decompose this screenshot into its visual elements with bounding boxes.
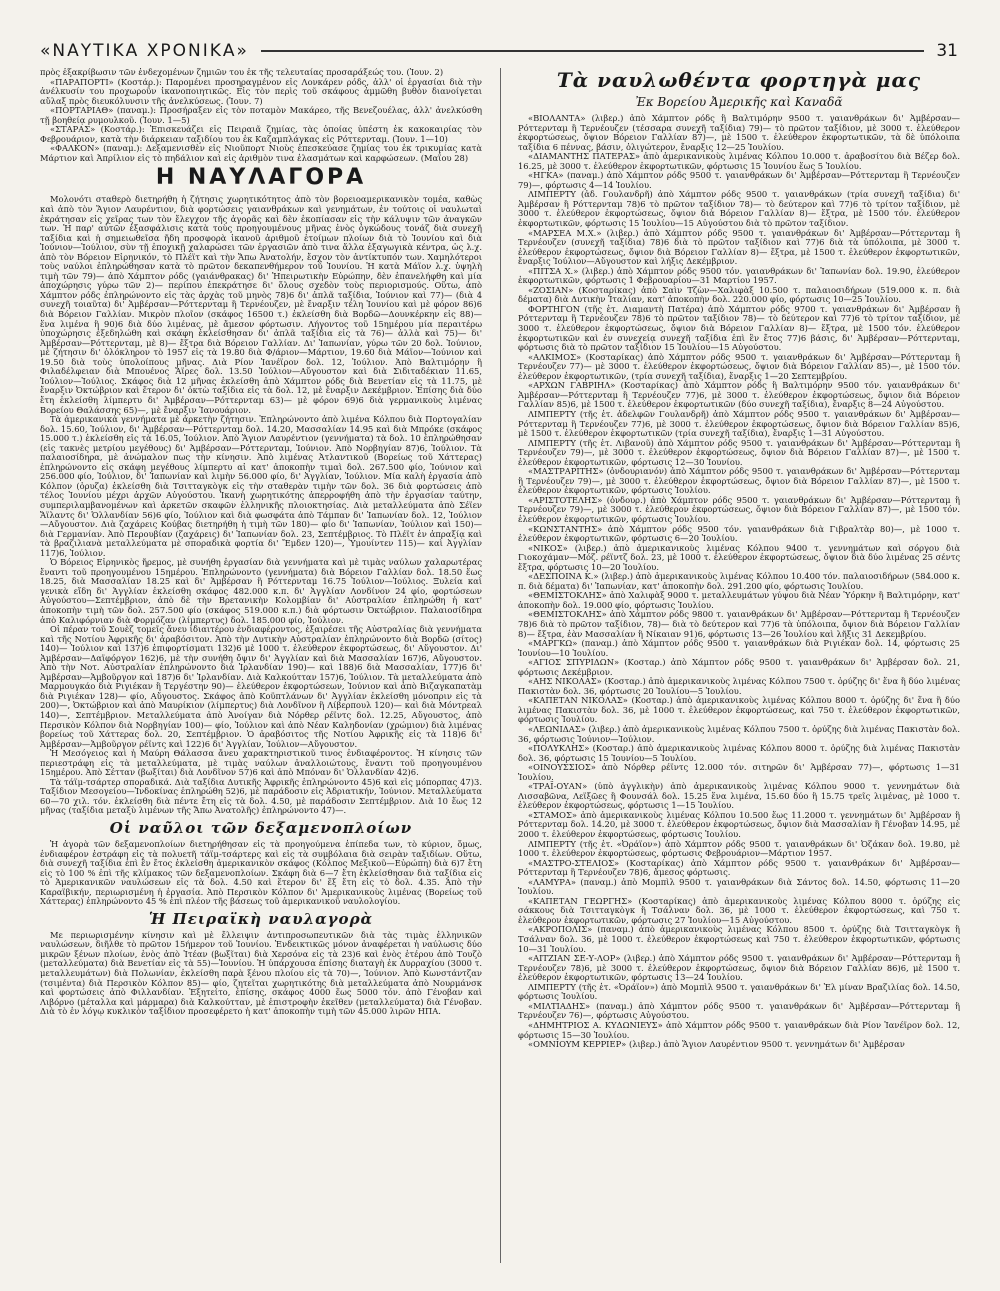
charter-entry: «ΜΑΡΓΚΩ» (παναμ.) ἀπὸ Χάμπτον ρόδς 9500 τ. γαιανθράκων διὰ Ριγιέκαν δολ. 14, φόρτωσις 25 Ἰουνίου—10 Ἰουλίου.	[518, 638, 960, 658]
naulagora-article	[40, 195, 482, 816]
charter-entry: «ΚΩΝΣΤΑΝΤΗΣ» ἀπὸ Χάμπτον ρόδς 9500 τόν. γαιανθράκων διὰ Γιβραλτὰρ 80)—, μὲ 1000 τ. ἐλεύθερον ἐκφορτωτικῶν, φόρτωσις 6—20 Ἰουλίου.	[518, 523, 960, 544]
charter-entry: «ΟΙΝΟΥΣΣΙΟΣ» ἀπὸ Νόρθερ ρέϊντς 12.000 τόν. σιτηρῶν δι' Ἀμβέρσαν 77)—, φόρτωσις 1—31 Ἰουλίου.	[518, 762, 960, 782]
column-divider	[500, 68, 501, 1263]
header-rule	[261, 50, 924, 52]
chartered-ships-heading: Τὰ ναυλωθέντα φορτηγὰ μας	[556, 68, 922, 92]
charter-entry: «ΟΜΝΙΟΥΜ ΚΕΡΡΙΕΡ» (λιβερ.) ἀπὸ Ἅγιον Λαυρέντιον 9500 τ. γεννημάτων δι' Ἀμβέρσαν	[528, 1039, 905, 1050]
charter-entry: «ΛΑΜΥΡΑ» (παναμ.) ἀπὸ Μομπὶλ 9500 τ. γαιανθράκων διὰ Σάντος δολ. 14.50, φόρτωσις 11—20 Ἰουλίου.	[518, 876, 960, 897]
charter-entry: ΛΙΜΠΕΡΤΥ (τῆς ἑτ. Λιβανοῦ) ἀπὸ Χάμπτον ρόδς 9500 τ. γαιανθράκων δι' Ἀμβέρσαν—Ρόττερνταμ ἢ Τερνέουζεν 79)—, μὲ 3000 τ. ἐλεύθερον ἐκφορτώσεως, ὄψιον διὰ Βόρειον Γαλλίαν 87)—, μὲ 1500 τ. ἐλεύθερον ἐκφορτωτικῶν, φόρτωσις 12—30 Ἰουνίου.	[518, 437, 960, 467]
article-paragraph: Τὰ τάϊμ-τσάρτερ σποραδικά. Διὰ ταξίδια Δυτικῆς Ἀφρικῆς ἐπληρώνοντο 45)6 καὶ εἰς μόπορπας 47)3. Ταξίδιον Μεσογείου—Ἰνδοκίνας ἐπληρώθη 52)6, μὲ παράδοσιν εἰς Ἀδριατικήν, Ἰούνιον. Μεταλλεύματα 60—70 χιλ. τόν. ἐκλείσθη διὰ πέντε ἔτη εἰς τὰ δολ. 4.50, μὲ παράδοσιν Σεπτέμβριον. Διὰ 10 ἕως 12 μῆνας (ταξίδια μεταξὺ λιμένων τῆς Ἄπω Ἀνατολῆς) ἐπληρώνοντο 47)—.	[40, 776, 482, 816]
article-paragraph: Ὁ Βόρειος Εἰρηνικὸς ἤρεμος, μὲ συνήθη ἐργασίαν διὰ γεννήματα καὶ μὲ τιμὰς ναύλων χαλαρωτέρας ἔναντι τοῦ προηγουμένου 15ημέρου. Ἐπληρώνοντο (γεννήματα) διὰ Βόρειον Γαλλίαν δολ. 18.50 ἕως 18.25, διὰ Μασσαλίαν 18.25 καὶ δι' Ἀμβέρσαν ἢ Ρόττερνταμ 16.75 Ἰούλιον—Ἰούλιος. Ξυλεία καὶ γενικὰ εἴδη δι' Ἀγγλίαν ἐκλείσθη σκάφος 482.000 κ.π. δι' Ἀγγλίαν Λονδίνον 24 φίο, φορτώσεων Αὐγούστου—Σεπτέμβριον, ἀπὸ δὲ τὴν Βρετανικὴν Κολομβίαν δι' Αὐστραλίαν ἐπληρώθη ἡ κατ' ἀποκοπὴν τιμὴ τῶν δολ. 257.500 φίο (σκάφος 519.000 κ.π.) διὰ φόρτωσιν Ὀκτώβριον. Παλαιοσίδηρα ἀπὸ Καλιφόρνιαν διὰ Φορμόζαν (λίμπερτυς) δολ. 185.000 φίο, Ἰούλιον.	[40, 557, 482, 625]
charter-entry: «ΚΑΠΕΤΑΝ ΓΕΩΡΓΗΣ» (Κοσταρίκας) ἀπὸ ἀμερικανικοὺς λιμένας Κόλπου 8000 τ. ὀρύζης εἰς σάκκους διὰ Τσιτταγκὸγκ ἢ Τσάλναν δολ. 36, μὲ 1000 τ. ἐλεύθερον ἐκφορτώσεως, καὶ 750 τ. ἐλεύθερον ἐκφορτωτικῶν, φόρτωσις 27 Ἰουλίου—15 Αὐγούστου.	[518, 895, 960, 925]
charter-entry: ΛΙΜΠΕΡΤΥ (τῆς ἑτ. «Ὀράϊον») ἀπὸ Μομπὶλ 9500 τ. γαιανθράκων δι' Ἐλ μίναν Βραζιλίας δολ. 14.50, φόρτωσις Ἰουλίου.	[518, 981, 960, 1002]
right-column	[518, 68, 960, 1268]
article-paragraph: Τὰ ἀμερικανικὰ γεννήματα μὲ ἀρκετὴν ζήτησιν. Ἐπληρώνοντο ἀπὸ λιμένα Κόλπου διὰ Πορτογαλίαν δολ. 15.60, Ἰούλιον, δι' Ἀμβέρσαν—Ρόττερνταμ δολ. 14.20, Μασσαλίαν 14.95 καὶ διὰ Μπρόκε (σκάφος 15.000 τ.) ἐκλείσθη εἰς τὰ 16.05, Ἰούλιον. Ἀπὸ Ἅγιον Λαυρέντιον (γεννήματα) τὰ δολ. 10 ἐπληρώθησαν (εἰς τακνὲς μετρίου μεγέθους) δι' Ἀμβέρσαν—Ρόττερνταμ, Ἰούνιον. Ἀπὸ Νορβηγίαν 87)6, Ἰούλιον. Τὰ παλαιοσίδηρα, μὲ ἀνώμαλον πως τὴν κίνησιν. Ἀπὸ λιμένας Ἀτλαντικοῦ (Βορείως τοῦ Χάττερας) ἐπληρώνοντο εἰς σκάφη μεγέθους λίμπερτυ αἱ κατ' ἀποκοπὴν τιμαὶ δολ. 267.500 φίο, Ἰούνιον καὶ 256.000 φίο, Ἰούλιον, δι' Ἰαπωνίαν καὶ λιμὴν 56.000 φίο, δι' Ἀγγλίαν, Ἰούλιον. Μία καλὴ ἐργασία ἀπὸ Κόλπον (ὀρυζα) ἐκλείσθη διὰ Τσιτταγκὸγκ εἰς τὴν σταθερὰν τιμὴν τῶν δολ. 36 διὰ φορτώσεις ἀπὸ τέλος Ἰουνίου μέχρι ἀρχῶν Αὐγούστου. Ἱκανὴ χωρητικότης ἀπερροφήθη ἀπὸ τὴν ἐργασίαν ταύτην, συμπεριλαμβανομένων καὶ ἀρκετῶν σκαφῶν ἑλληνικῆς πλοιοκτησίας. Διὰ μεταλλεύματα ἀπὸ Σέϊεν Ἄϊλαντς δι' Ὁλλανδίαν 56)6 φίο, Ἰούλιον καὶ διὰ φωσφάτα ἀπὸ Τάμπαν δι' Ἰαπωνίαν δολ. 12, Ἰούλιον—Αὔγουστον. Διὰ ζαχάρεις Κούβας διετηρήθη ἡ τιμὴ τῶν 180)— φίο δι' Ἰαπωνίαν, Ἰούλιον καὶ 150)— διὰ Γερμανίαν. Ἀπὸ Περουβίαν (ζαχάρεις) δι' Ἰαπωνίαν δολ. 23, Σεπτέμβριος. Τὸ Πλέϊτ ἐν ἀπραξίᾳ καὶ τὰ βραζιλιανὰ μεταλλεύματα μὲ σποραδικὰ φορτία δι' Ἔμδεν 120)—, Ὑμουίντεν 115)— καὶ Ἀγγλίαν 117)6, Ἰούλιον.	[40, 414, 482, 558]
charter-entry: «ΑΡΙΣΤΟΤΕΛΗΣ» (ὀνδουρ.) ἀπὸ Χάμπτον ρόδς 9500 τ. γαιανθράκων δι' Ἀμβέρσαν—Ρόττερνταμ ἢ Τερνέουζεν 79)—, μὲ 3000 τ. ἐλεύθερον ἐκφορτώσεως, ὄψιον διὰ Βόρειον Γαλλίαν 87)—, μὲ 1500 τόν. ἐλεύθερον ἐκφορτωτικῶν, φόρτωσις Ἰουλίου.	[518, 494, 960, 524]
damage-report: «ΠΟΡΤΑΡΙΑΘ» (παναμ.): Προσήραξεν εἰς τὸν ποταμὸν Μακάρεο, τῆς Βενεζουέλας, ἀλλ' ἀνελκύσθη τῇ βοηθείᾳ ρυμουλκοῦ. (Ἰουν. 1—5)	[40, 105, 482, 125]
damage-report: «ΣΤΑΡΑΣ» (Κοστάρ.): Ἐπισκευάζει εἰς Πειραιᾶ ζημίας, τὰς ὁποίας ὑπέστη ἐκ κακοκαιρίας τὸν Φεβρουάριον, κατὰ τὴν διάρκειαν ταξιδίου του ἐκ Καζαμπλάγκας εἰς Ρόττερνταμ. (Ἰουν. 1—10)	[40, 124, 482, 144]
damage-reports	[40, 68, 482, 163]
charter-entry: «ΔΗΜΗΤΡΙΟΣ Α. ΚΥΔΩΝΙΕΥΣ» ἀπὸ Χάμπτον ρόδς 9500 τ. γαιανθράκων διὰ Ρίον Ἰανέϊρον δολ. 12, φόρτωσις 15—30 Ἰουλίου.	[518, 1019, 960, 1040]
charter-entry: «ΔΕΣΠΟΙΝΑ Κ.» (λιβερ.) ἀπὸ ἀμερικανικοὺς λιμένας Κόλπου 10.400 τόν. παλαιοσιδήρων (584.000 κ. π. διὰ δέματα) δι' Ἰαπωνίαν, κατ' ἀποκοπὴν δολ. 291.200 φίο, φόρτωσις Ἰουλίου.	[518, 571, 960, 591]
article-paragraph: Οἱ πέραν τοῦ Σουὲζ τομεῖς ἄνευ ἰδιαιτέρου ἐνδιαφέροντος, ἐξαιρέσει τῆς Αὐστραλίας διὰ γεννήματα καὶ τῆς Νοτίου Ἀφρικῆς δι' ἀραβόσιτον. Ἀπὸ τὴν Δυτικὴν Αὐστραλίαν ἐπληρώνοντο διὰ Βορδῶ (σίτος) 140)— Ἰούλιον καὶ 137)6 ἐπιφορτίσματι 132)6 μὲ 1000 τ. ἐλεύθερον ἐκφορτώσεως, δι' Αὔγουστον. Δι' Ἀμβέρσαν—Δαϊφόργον 162)6, μὲ τὴν συνήθη ὄψιν δι' Ἀγγλίαν καὶ διὰ Μασσαλίαν 167)6, Αὔγουστον. Ἀπὸ τὴν Νοτ. Αὐστραλίαν ἐπληρώνοντο διὰ Ἰρλανδίαν 190)— καὶ 188)6 διὰ Μασσαλίαν, 177)6 δι' Ἀμβέρσαν—Ἀμβοῦργον καὶ 187)6 δι' Ἰρλανδίαν. Διὰ Καλκούτταν 157)6, Ἰούλιον. Τὰ μεταλλεύματα ἀπὸ Μαρμουγκάο διὰ Ριγιέκαν ἢ Τεργέστην 90)— ἐλεύθερον ἐκφορτώσεων, Ἰούνιον καὶ ἀπὸ Βιζαγκαπατὰμ διὰ Ριγιέκαν 128)— φίο, Αὔγουστος. Σκάφος ἀπὸ Κοϋπτλάνων δι' Ἀγγλίαν ἐκλείσθη μόνοπριν εἰς τὰ 200)—, Ὀκτώβριον καὶ ἀπὸ Μαυρίκιον (λίμπερτυς) διὰ Λονδῖνον ἢ Λίβερπουλ 120)— καὶ διὰ Μόντρεαλ 140)—, Σεπτέμβριον. Μεταλλεύματα ἀπὸ Ἀνοίγαν διὰ Νόρθερ ρέϊντς δολ. 12.25, Αὔγουστος, ἀπὸ Περσικὸν Κόλπον διὰ Νορβηγίαν 100)— φίο, Ἰούλιον καὶ ἀπὸ Νέαν Καληδονίαν (χρώμιον) διὰ λιμένας βορείως τοῦ Χάττερας δολ. 20, Σεπτέμβριον. Ὁ ἀραβόσιτος τῆς Νοτίου Ἀφρικῆς εἰς τὰ 118)6 δι' Ἀμβέρσαν—Ἀμβοῦργον ρέϊντς καὶ 122)6 δι' Ἀγγλίαν, Ἰούλιον—Αὔγουστον.	[40, 624, 482, 749]
page-header	[40, 36, 958, 66]
charter-entry: «ΚΑΠΕΤΑΝ ΝΙΚΟΛΑΣ» (Κοσταρ.) ἀπὸ ἀμερικανικοὺς λιμένας Κόλπου 8000 τ. ὀρύζης δι' ἕνα ἢ δύο λιμένας Πακιστὰν δολ. 36, μὲ 1000 τ. ἐλεύθερον ἐκφορτώσεως, καὶ 750 τ. ἐλεύθερον ἐκφορτωτικῶν, φόρτωσις Ἰουλίου.	[518, 695, 960, 725]
article-paragraph: Ἡ ἀγορὰ τῶν δεξαμενοπλοίων διετηρήθησαν εἰς τὰ προηγούμενα ἐπίπεδα των, τὸ κύριον, ὅμως, ἐνδιαφέρον ἐστράφη εἰς τὰ πολυετῆ τάϊμ-τσάρτερς καὶ εἰς τὰ συμβόλαια διὰ σειρὰν ταξιδίων. Οὕτω, διὰ συνεχῆ ταξίδια ἐπὶ ἓν ἔτος ἐκλείσθη ἀμερικανικὸν σκάφος (Κόλπος Μεξικοῦ—Εὐρώπη) διὰ 6)7 ἔτη εἰς τὸ 100 % ἐπὶ τῆς κλίμακος τῶν δεξαμενοπλοίων. Σκάφη διὰ 6—7 ἔτη ἐκλείσθησαν διὰ ταξίδια εἰς τὸ Ἀμερικανικῶν ναυλώσεων εἰς τὰ δολ. 4.50 καὶ ἕτερον δι' ἕξ ἔτη εἰς τὸ δολ. 4.35. Ἀπὸ τὴν Καραϊβικήν, περιωρισμένη ἡ ἐργασία. Ἀπὸ Περσικὸν Κόλπον δι' Ἀμερικανικοὺς λιμένας (Βορείως τοῦ Χάττερας) ἐπληρώνοντο 45 % ἐπὶ πλέον τῆς βάσεως τοῦ ἀμερικανικοῦ ναυλολογίου.	[40, 839, 482, 907]
charter-entry: «ΠΙΤΣΑ Χ.» (λιβερ.) ἀπὸ Χάμπτον ρόδς 9500 τόν. γαιανθράκων δι' Ἰαπωνίαν δολ. 19.90, ἐλεύθερον ἐκφορτωτικῶν, φόρτωσις 1 Φεβρουαρίου—31 Μαρτίου 1957.	[518, 265, 960, 286]
charter-entry: «ΛΕΩΝΙΔΑΣ» (λιβερ.) ἀπὸ ἀμερικανικοὺς λιμένας Κόλπου 7500 τ. ὀρύζης διὰ λιμένας Πακιστὰν δολ. 36, φόρτωσις Ἰούνιον—Ἰούλιον.	[518, 724, 960, 744]
charter-entry: ΛΙΜΠΕΡΤΥ (ἀδ. Γουλανδρῆ) ἀπὸ Χάμπτον ρόδς 9500 τ. γαιανθράκων (τρία συνεχῆ ταξίδια) δι' Ἀμβέρσαν ἢ Ρόττερνταμ 78)6 τὸ πρῶτον ταξίδιον 78)— τὸ δεύτερον καὶ 77)6 τὸ τρίτον ταξίδιον, μὲ 3000 τ. ἐλεύθερον ἐκφορτώσεως, ὄψιον διὰ Βόρειον Γαλλίαν 8)— ἔξτρα, μὲ 1500 τόν. ἐλεύθερον ἐκφορτωτικῶν, φόρτωσις 15 Ἰουλίου—15 Αὐγούστου διὰ τὸ πρῶτον ταξίδιον.	[518, 189, 960, 229]
charter-entry: ΦΟΡΤΗΓΟΝ (τῆς ἑτ. Διαμαντὴ Πατέρα) ἀπὸ Χάμπτον ρόδς 9700 τ. γαιανθράκων δι' Ἀμβέρσαν ἢ Ρόττερνταμ ἢ Τερνέουζεν 78)6 τὸ πρῶτον ταξίδιον 78)— τὸ δεύτερον καὶ 77)6 τὸ τρίτον ταξίδιον, μὲ 3000 τ. ἐλεύθερον ἐκφορτώσεως, ὄψιον διὰ Βόρειον Γαλλίαν 8)— ἔξτρα, μὲ 1500 τόν. ἐλεύθερον ἐκφορτωτικῶν καὶ ἐν συνεχείᾳ συνεχῆ ταξίδια ἐπὶ ἓν ἔτος 77)6 βάσις, δι' Ἀμβέρσαν—Ρόττερνταμ, φόρτωσις διὰ τὸ πρῶτον ταξίδιον 15 Ἰουλίου—15 Αὐγούστου.	[518, 303, 960, 353]
charter-entry: «ΒΙΟΛΑΝΤΑ» (λιβερ.) ἀπὸ Χάμπτον ρόδς ἢ Βαλτιμόρην 9500 τ. γαιανθράκων δι' Ἀμβέρσαν—Ρόττερνταμ ἢ Τερνέουζεν (τέσσαρα συνεχῆ ταξίδια) 79)— τὸ πρῶτον ταξίδιον, μὲ 3000 τ. ἐλεύθερον ἐκφορτώσεως, ὄψιον Βόρειον Γαλλίαν 87)—, μὲ 1500 τ. ἐλεύθερον ἐκφορτωτικῶν, τὰ δὲ ὑπόλοιπα ταξίδια 6 πέννας, βάσιν, ὀλιγώτερον, ἔναρξις 12—25 Ἰουλίου.	[518, 113, 960, 152]
charter-entry: «ΘΕΜΙΣΤΟΚΛΗΣ» ἀπὸ Χαλιφὰξ 9000 τ. μεταλλευμάτων γύψου διὰ Νέαν Ὑόρκην ἢ Βαλτιμόρην, κατ' ἀποκοπὴν δολ. 19.000 φίο, φόρτωσις Ἰουλίου.	[518, 590, 960, 610]
charter-entry: «ΝΙΚΟΣ» (λιβερ.) ἀπὸ ἀμερικανικοὺς λιμένας Κόλπου 9400 τ. γεννημάτων καὶ σόργου διὰ Γιοκοχάμαν—Μόζ. ρέϊντζ δολ. 23, μὲ 1000 τ. ἐλεύθερον ἐκφορτώσεως, ὄψιον διὰ δύο λιμένας 25 σέντς ἔξτρα, φόρτωσις 10—20 Ἰουλίου.	[518, 542, 960, 572]
damage-report: πρὸς ἐξακρίβωσιν τῶν ἐνδεχομένων ζημιῶν του ἐκ τῆς τελευταίας προσαράξεώς του. (Ἰουν. 2)	[40, 68, 444, 77]
naulagora-heading: Η ΝΑΥΛΑΓΟΡΑ	[155, 165, 367, 191]
chartered-ships-subheading: Ἐκ Βορείου Ἀμερικῆς καὶ Καναδᾶ	[635, 95, 843, 109]
damage-report: «ΠΑΡΑΠΟΡΤΙ» (Κοστάρ.): Παρομένει προσηραγμένον εἰς Λονκάρεν ρόδς, ἀλλ' οἱ ἐργασίαι διὰ τὴν ἀνέλκυσίν του προχωροῦν ἱκανοποιητικῶς. Εἰς τὸν περὶς τοῦ σκάφους ἀμμῶθη βυθὸν διανοίγεται αὔλαξ πρὸς διευκόλυνσιν τῆς ἀνελκύσεως. (Ἰουν. 7)	[40, 76, 482, 106]
piraeus-market-article	[40, 931, 482, 1017]
charter-entry: «ΘΕΜΙΣΤΟΚΛΗΣ» ἀπὸ Χάμπτον ρόδς 9800 τ. γαιανθράκων δι' Ἀμβέρσαν—Ρόττερνταμ ἢ Τερνέουζεν 78)6 διὰ τὸ πρῶτον ταξίδιον, 78)— διὰ τὸ δεύτερον καὶ 77)6 τὰ ὑπόλοιπα, ὄψιον διὰ Βόρειον Γαλλίαν 8)— ἔξτρα, ἐὰν Μασσαλίαν ἢ Νίκαιαν 91)6, φόρτωσις 13—26 Ἰουλίου καὶ λῆξις 31 Δεκεμβρίου.	[518, 609, 960, 639]
tanker-freights-article	[40, 840, 482, 907]
charter-entry: «ΖΟΣΙΑΝ» (Κοσταρίκας) ἀπὸ Σαὶν Τζὼν—Χαλιφὰξ 10.500 τ. παλαιοσιδήρων (519.000 κ. π. διὰ δέματα) διὰ Δυτικὴν Ἰταλίαν, κατ' ἀποκοπὴν δολ. 220.000 φίο, φόρτωσις 10—25 Ἰουλίου.	[518, 284, 960, 305]
charter-entry: «ΔΙΑΜΑΝΤΗΣ ΠΑΤΕΡΑΣ» ἀπὸ ἀμερικανικοὺς λιμένας Κόλπου 10.000 τ. ἀραβοσίτου διὰ Βέζερ δολ. 16.25, μὲ 3000 τ. ἐλεύθερον ἐκφορτωτικῶν, φόρτωσις 15 Ἰουνίου ἕως 5 Ἰουλίου.	[518, 151, 960, 171]
charter-entry: «ΣΤΑΜΟΣ» ἀπὸ ἀμερικανικοὺς λιμένας Κόλπου 10.500 ἕως 11.2000 τ. γεννημάτων δι' Ἀμβέρσαν ἢ Ρόττερνταμ δολ. 14.20, μὲ 3000 τ. ἐλεύθερον ἐκφορτώσεως, ὄψιον διὰ Μασσαλίαν ἢ Γένοβαν 14.95, μὲ 2000 τ. ἐλεύθερον ἐκφορτώσεως, φόρτωσις Ἰουλίου.	[518, 809, 960, 840]
charter-entry: «ΑΡΧΩΝ ΓΑΒΡΙΗΛ» (Κοσταρίκας) ἀπὸ Χάμπτον ρόδς ἢ Βαλτιμόρην 9500 τόν. γαιανθράκων δι' Ἀμβέρσαν—Ρόττερνταμ ἢ Τερνέουζεν 77)6, μὲ 3000 τ. ἐλεύθερον ἐκφορτώσεως, ὄψιον διὰ Βόρειον Γαλλίαν 85)6, μὲ 1500 τ. ἐλεύθερον ἐκφορτωτικῶν (δύο συνεχῆ ταξίδια), ἔναρξις 8—24 Αὐγούστου.	[518, 380, 960, 410]
article-paragraph: Μολονότι σταθερὸ διετηρήθη ἡ ζήτησις χωρητικότητος ἀπὸ τὸν βορειοαμερικανικὸν τομέα, καθὼς καὶ ἀπὸ τὸν Ἅγιον Λαυρέντιον, διὰ φορτώσεις γαιανθράκων καὶ γενημάτων, ἐν τούτοις οἱ ναυλωταὶ ἐκράτησαν εἰς χεῖρας των τὸν ἔλεγχον τῆς ἀγορᾶς καὶ δὲν ἐκοπίασαν εἰς τὴν κάλυψιν τῶν ἀναγκῶν των. Ἡ παρ' αὐτῶν ἐξασφάλισις κατὰ τοὺς προηγουμένους μῆνας ἑνὸς ὀγκώδους τονάζ διὰ συνεχῆ ταξίδια καὶ ἡ σημειωθεῖσα ἤδη προσφορὰ ἱκανοῦ ἀριθμοῦ ἑτοίμων πλοίων διὰ τὸ Ἰουνίου καὶ διὰ Ἰούνιον—Ἰούλιον, σὺν τῇ ἐποχικῇ χαλαρώσει τῶν ἐργασιῶν ἀπὸ τινα ἄλλα ἐξαγωγικὰ κέντρα, ὡς λ.χ. ἀπὸ τὸν Βόρειον Εἰρηνικόν, τὸ Πλέϊτ καὶ τὴν Ἄπω Ἀνατολήν, ἔσχον τὸν ἀντίκτυπόν των. Χαμηλότεροι τοὺς ναύλοι ἐπληρώθησαν κατὰ τὸ πρῶτον δεκαπενθήμερον τοῦ Ἰουνίου. Ἡ κατὰ Μάϊον λ.χ. ὑψηλὴ τιμὴ τῶν 79)— ἀπὸ Χάμπτον ρόδς (γαιάνθρακας) δι' Ἠπειρωτικὴν Εὐρώπην, δὲν ἐπανελήφθη καὶ μία ἀποχώρησις γύρω τῶν 2)— περίπου ἐπεκράτησε δι' ὅλους σχεδὸν τοὺς περιορισμούς. Οὕτω, ἀπὸ Χάμπτον ρόδς ἐπληρώνοντο εἰς τὰς ἀρχὰς τοῦ μηνὸς 78)6 δι' ἁπλᾶ ταξίδια, Ἰούνιον καὶ 77)— (διὰ 4 συνεχῆ τοιαῦτα) δι' Ἀμβέρσαν—Ρόττερνταμ ἢ Τερνέουζεν, μὲ ἔναρξιν τέλη Ἰουνίου καὶ μὲ φόρον 86)6 διὰ Βόρειον Γαλλίαν. Μικρὸν πλοῖον (σκάφος 16500 τ.) ἐκλείσθη διὰ Βορδῶ—Δουνκέρκην εἰς 88)— ἕνα λιμένα ἢ 90)6 διὰ δύο λιμένας, μὲ ἄμεσον φόρτωσιν. Λήγοντος τοῦ 15ημέρου μία περαιτέρω ὑποχώρησις ἐξεδηλώθη καὶ σκάφη ἐκλείσθησαν δι' ἁπλᾶ ταξίδια εἰς τὰ 76)— ἀλλὰ καὶ 75)— δι' Ἀμβέρσαν—Ρόττερνταμ, μὲ 8)— ἔξτρα διὰ Βόρειον Γαλλίαν. Δι' Ἰαπωνίαν, γύρω τῶν 20 δολ. Ἰούνιον, μὲ ζήτησιν δι' ὁλόκληρον τὸ 1957 εἰς τὰ 19.80 διὰ Φ/άριον—Μάρτιον, 19.60 διὰ Μάϊον—Ἰούνιον καὶ 19.50 διὰ τοὺς ὑπολοίπους μῆνας. Διὰ Ρίον Ἰανέϊρον δολ. 12, Ἰούλιον. Ἀπὸ Βαλτιμόρην ἢ Φιλαδέλφειαν διὰ Μπουένος Ἄϊρες δολ. 13.50 Ἰούλιον—Αὔγουστον καὶ διὰ Σιδιταδέκιαν 11.65, Ἰούλιον—Ἰούλιος. Σκάφος διὰ 12 μῆνας ἐκλείσθη ἀπὸ Χάμπτον ρόδς διὰ Βενετίαν εἰς τὰ 11.75, μὲ ἔναρξιν Ὀκτώβριον καὶ ἕτερον δι' ὀκτὼ ταξίδια εἰς τὰ δολ. 12, μὲ ἔναρξιν Δεκέμβριον. Ἐπίσης διὰ δύο ἔτη ἐκλείσθη λίμπερτυ δι' Ἀμβέρσαν—Ρόττερνταμ 63)— μὲ φόρον 69)6 διὰ γερμανικοὺς λιμένας Βορείου Θαλάσσης 65)—, μὲ ἔναρξιν Ἰανουάριον.	[40, 194, 482, 415]
charter-entry: ΛΙΜΠΕΡΤΥ (τῆς ἑτ. ἀδελφῶν Γουλανδρῆ) ἀπὸ Χάμπτον ρόδς 9500 τ. γαιανθράκων δι' Ἀμβέρσαν—Ρόττερνταμ ἢ Τερνέουζεν 77)6, μὲ 3000 τ. ἐλεύθερον ἐκφορτώσεως, ὄψιον διὰ Βόρειον Γαλλίαν 85)6, μὲ 1500 τ. ἐλεύθερον ἐκφορτωτικῶν (τρία συνεχῆ ταξίδια), ἔναρξις 1—31 Αὐγούστου.	[518, 408, 960, 439]
article-paragraph: Με περιωρισμένην κίνησιν καὶ μὲ ἔλλειψιν ἀντιπροσωπευτικῶν διὰ τὰς τιμὰς ἑλληνικῶν ναυλώσεων, διῆλθε τὸ πρῶτον 15ήμερον τοῦ Ἰουνίου. Ἐνδεικτικῶς μόνον ἀναφέρεται ἡ ναύλωσις δύο μικρῶν ξένων πλοίων, ἑνὸς ἀπὸ Ἰτέαν (βωξῖται) διὰ Χερσόνα εἰς τὰ 23)6 καὶ ἑνὸς ἐτέρου ἀπὸ Τουζὸ (μεταλλεύματα) διὰ Βενετίαν εἰς τὰ 55)—Ἰουνίου. Ἡ ὑπάρχουσα ἐπίσης διαταγὴ ἐκ Δυρραχίου (3000 τ. μεταλλευμάτων) διὰ Πολωνίαν, ἐκλείσθη παρὰ ξένου πλοίου εἰς τὰ 70)—, Ἰούνιον. Ἀπὸ Κωνστάντζαν (τσιμέντα) διὰ Περσικὸν Κόλπον 85)— φίο, ζητεῖται χωρητικότης διὰ μεταλλεύματα ἀπὸ Νουρμάνσκ καὶ φορτώσεις ἀπὸ Φιλλανδίαν. Ἐξητείτο, ἐπίσης, σκάφος 4000 ἕως 5000 τόν. ἀπὸ Γένοβαν καὶ Λιβόρνο (μέταλλα καὶ μάρμαρα) διὰ Καλκούτταν, μὲ ἐπιστροφὴν ἐκεῖθεν (μεταλλεύματα) διὰ Γένοβαν. Διὰ τὸ ἐν λόγῳ κυκλικὸν ταξίδιον προσεφέρετο ἡ κατ' ἀποκοπὴν τιμὴ τῶν 45.000 λιρῶν ΗΠΑ.	[40, 929, 482, 1017]
charter-entry: «ΗΓΚΑ» (παναμ.) ἀπὸ Χάμπτον ρόδς 9500 τ. γαιανθράκων δι' Ἀμβέρσαν—Ρόττερνταμ ἢ Τερνέουζεν 79)—, φόρτωσις 4—14 Ἰουλίου.	[518, 170, 960, 190]
charter-entry: «ΜΙΛΤΙΑΔΗΣ» (παναμ.) ἀπὸ Χάμπτον ρόδς 9500 τ. γαιανθράκων δι' Ἀμβέρσαν—Ρόττερνταμ ἢ Τερνέουζεν 76)—, φόρτωσις Αὐγούστου.	[518, 1000, 960, 1021]
damage-report: «ΦΑΛΚΟΝ» (παναμ.): Δεξαμενισθὲν εἰς Νιοῦπορτ Νιοὺς ἐπεσκεύασε ζημίας του ἐκ τρικυμίας κατὰ Μάρτιον καὶ Ἀπρίλιον εἰς τὸ πηδάλιον καὶ εἰς ἀριθμὸν τινα ἐλασμάτων καὶ καρφώσεων. (Μαΐου 28)	[40, 143, 482, 163]
charter-entry: «ΠΟΛΥΚΛΗΣ» (Κοσταρ.) ἀπὸ ἀμερικανικοὺς λιμένας Κόλπου 8000 τ. ὀρύζης διὰ λιμένας Πακιστὰν δολ. 36, φόρτωσις 15 Ἰουνίου—5 Ἰουλίου.	[518, 743, 960, 763]
article-paragraph: Ἡ Μεσόγειος καὶ ἡ Μαύρη Θάλασσα ἄνευ χαρακτηριστικοῦ τινος ἐνδιαφέροντος. Ἡ κίνησις τῶν περιεστράφη εἰς τὰ μεταλλεύματα, μὲ τιμὰς ναύλων ἀναλλοιώτους, ἔναντι τοῦ προηγουμένου 15ημέρου. Ἀπὸ Σέτταν (βωξίται) διὰ Λονδῖνον 57)6 καὶ ἀπὸ Μπόναν δι' Ὁλλανδίαν 42)6.	[40, 748, 482, 778]
charter-entry: «ΑΙΤΖΙΑΝ ΣΕ-Υ-ΛΟΡ» (λιβερ.) ἀπὸ Χάμπτον ρόδς 9500 τ. γαιανθράκων δι' Ἀμβέρσαν—Ρόττερνταμ ἢ Τερνέουζεν 78)6, μὲ 3000 τ. ἐλεύθερον ἐκφορτώσεως, ὄψιον διὰ Βόρειον Γαλλίαν 86)6, μὲ 1500 τ. ἐλεύθερον ἐκφορτωτικῶν, φόρτωσις 13—24 Ἰουλίου.	[518, 953, 960, 983]
charter-entry: ΛΙΜΠΕΡΤΥ (τῆς ἑτ. «Ὀράϊον») ἀπὸ Χάμπτον ρόδς 9500 τ. γαιανθράκων δι' Ὀζάκαν δολ. 19.80, μὲ 1000 τ. ἐλεύθερον ἐκφορτώσεως, φόρτωσις Φεβρουάριον—Μάρτιον 1957.	[518, 838, 960, 859]
charter-entry: «ΤΡΑΪ-ΟΥΑΝ» (ὑπὸ ἀγγλικὴν) ἀπὸ ἀμερικανικοὺς λιμένας Κόλπου 9000 τ. γεννημάτων διὰ Λισσαβῶνα, Λεϊξῶες ἢ Φουνσάλ δολ. 15.25 ἕνα λιμένα, 15.60 δύο ἢ 15.75 τρεῖς λιμένας, μὲ 1000 τ. ἐλεύθερον ἐκφορτώσεως, φόρτωσις 1—15 Ἰουλίου.	[518, 781, 960, 811]
charter-entry: «ΑΚΡΟΠΟΛΙΣ» (παναμ.) ἀπὸ ἀμερικανικοὺς λιμένας Κόλπου 8500 τ. ὀρύζης διὰ Τσιτταγκὸγκ ἢ Τσάλναν δολ. 36, μὲ 1000 τ. ἐλεύθερον ἐκφορτώσεως καὶ 750 τ. ἐλεύθερον ἐκφορτωτικῶν, φόρτωσις 10—31 Ἰουλίου.	[518, 924, 960, 954]
page-number: 31	[936, 41, 958, 61]
piraeus-market-heading: Ἡ Πειραϊκὴ ναυλαγορὰ	[148, 909, 374, 928]
charter-entry: «ΑΛΚΙΜΟΣ» (Κοσταρίκας) ἀπὸ Χάμπτον ρόδς 9500 τ. γαιανθράκων δι' Ἀμβέρσαν—Ρόττερνταμ ἢ Τερνέουζεν 77)— μὲ 3000 τ. ἐλεύθερον ἐκφορτώσεως, ὄψιον διὰ Βόρειον Γαλλίαν 85)—, μὲ 1500 τόν. ἐλεύθερον ἐκφορτωτικῶν, (τρία συνεχῆ ταξίδια), ἔναρξις 1—20 Σεπτεμβρίου.	[518, 351, 960, 381]
charter-entry: «ΑΓΙΟΣ ΣΠΥΡΙΔΩΝ» (Κοσταρ.) ἀπὸ Χάμπτον ρόδς 9500 τ. γαιανθράκων δι' Ἀμβέρσαν δολ. 21, φόρτωσις Δεκέμβριον.	[518, 657, 960, 677]
charter-entry: «ΑΗΣ ΝΙΚΟΛΑΣ» (Κοσταρ.) ἀπὸ ἀμερικανικοὺς λιμένας Κόλπου 7500 τ. ὀρύζης δι' ἕνα ἢ δύο λιμένας Πακιστὰν δολ. 36, φόρτωσις 20 Ἰουλίου—5 Ἰουλίου.	[518, 676, 960, 696]
publication-title: «ΝΑΥΤΙΚΑ ΧΡΟΝΙΚΑ»	[40, 41, 249, 61]
charter-entry: «ΜΑΣΤΡΑΡΙΤΗΣ» (ὀνδουριανόν) ἀπὸ Χάμπτον ρόδς 9500 τ. γαιανθράκων δι' Ἀμβέρσαν—Ρόττερνταμ ἢ Τερνέουζεν 79)—, μὲ 3000 τ. ἐλεύθερον ἐκφορτώσεως, ὄψιον διὰ Βόρειον Γαλλίαν 87)—, μὲ 1500 τ. ἐλεύθερον ἐκφορτωτικῶν, φόρτωσις Ἰουλίου.	[518, 466, 960, 496]
charter-entry: «ΜΑΡΣΕΑ Μ.Χ.» (λιβερ.) ἀπὸ Χάμπτον ρόδς 9500 τ. γαιανθράκων δι' Ἀμβέρσαν—Ρόττερνταμ ἢ Τερνέουζεν (συνεχῆ ταξίδια) 78)6 διὰ τὸ πρῶτον ταξίδιον καὶ 77)6 διὰ τὰ ὑπόλοιπα, μὲ 3000 τ. ἐλεύθερον ἐκφορτώσεως, ὄψιον διὰ Βόρειον Γαλλίαν 8)— ἔξτρα, μὲ 1500 τ. ἐλεύθερον ἐκφορτωτικῶν, ἔναρξις Ἰούλιον—Αὔγουστον καὶ λήξις Δεκέμβριον.	[518, 227, 960, 267]
tanker-freights-heading: Οἱ ναῦλοι τῶν δεξαμενοπλοίων	[109, 819, 413, 838]
charter-entries-list	[518, 114, 960, 1050]
charter-entry: «ΜΑΣΤΡΟ-ΣΤΕΛΙΟΣ» (Κοσταρίκας) ἀπὸ Χάμπτον ρόδς 9500 τ. γαιανθράκων δι' Ἀμβέρσαν—Ρόττερνταμ ἢ Τερνέουζεν 78)6, ἄμεσος φόρτωσις.	[518, 857, 960, 878]
left-column	[40, 68, 482, 1268]
